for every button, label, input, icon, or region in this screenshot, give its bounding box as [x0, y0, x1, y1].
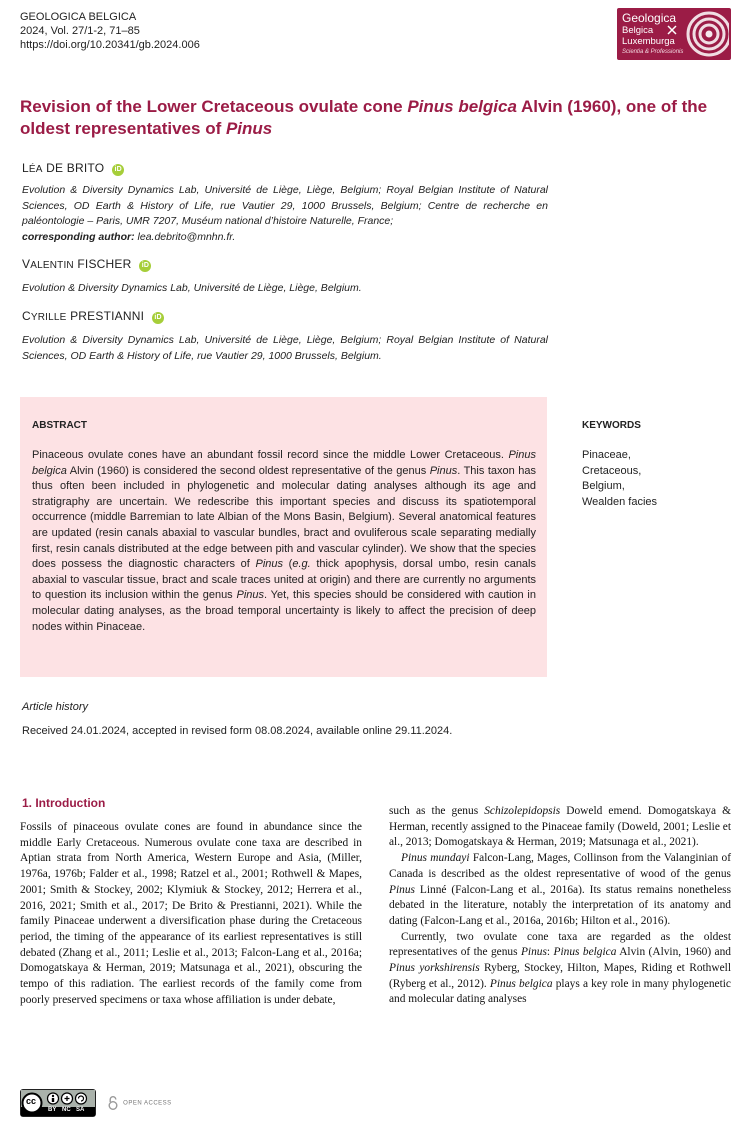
abstract-sentence: . This taxon has thus often been included in phylogenetic and molecular dating analyses although its age and stratigraphy are uncertain. We redescribe this important species and discuss its spatiotemporal occurrence (middle Barremian to late Albian of the Mons Basin, Belgium). Several anatomical features are updated (resin canals abaxial to vascular bundles, bract and ovuliferous scale separating medially first, resin canals distributed at the edge between pith and vascular cylinder). We show that the species does possess the diagnostic characters of	[32, 464, 536, 571]
open-access-badge	[108, 1096, 172, 1110]
author-last-name: PRESTIANNI	[70, 309, 145, 323]
abstract-species: Pinus belgica	[32, 449, 536, 477]
keyword-item: Cretaceous,	[582, 464, 642, 477]
author-1	[22, 161, 124, 176]
logo-line-1: Geologica	[622, 11, 677, 25]
article-title	[20, 96, 732, 140]
taxon-name: Pinus	[389, 883, 415, 896]
author-first-rest: ALENTIN	[30, 260, 74, 271]
paragraph	[389, 930, 731, 1009]
open-access-label: OPEN ACCESS	[123, 1100, 172, 1107]
author-3-affiliation: Evolution & Diversity Dynamics Lab, Université de Liège, Liège, Belgium; Royal Belgian Institute of Natural Sciences, OD Earth & History of Life, rue Vautier 29, 1000 Brussels, Belgium.	[22, 334, 548, 362]
paragraph-text: Doweld emend. Domogatskaya & Herman, recently assigned to the Pinaceae family (Doweld, 2001; Leslie et al., 2013; Domogatskaya & Herman, 2019; Matsunaga et al., 2021).	[389, 805, 731, 849]
section-heading-introduction: 1. Introduction	[22, 796, 106, 810]
abstract-sentence: . Yet, this species should be considered with caution in molecular dating analyses, as the broad temporal uncertainty is likely to affect the precision of deep nodes within Pinaceae.	[32, 589, 536, 633]
keyword-item: Belgium,	[582, 480, 625, 493]
paragraph-text: Falcon-Lang, Mages, Collinson from the Valanginian of Canada is described as the oldest representative of wood of the genus	[389, 852, 731, 880]
affiliation-text: Evolution & Diversity Dynamics Lab, Université de Liège, Liège, Belgium; Royal Belgian Institute of Natural Sciences, OD Earth & History of Life, rue Vautier 29, 1000 Brussels, Belgium; Centre de recherche en paléontologie – Paris, UMR 7207, Muséum national d’histoire Naturelle, France;	[22, 184, 548, 227]
abstract-sentence: Pinaceous ovulate cones have an abundant fossil record since the middle Lower Cretaceous.	[32, 449, 509, 461]
paragraph	[389, 851, 731, 930]
cc-term: NC	[62, 1107, 71, 1113]
taxon-name: Pinus	[520, 946, 547, 959]
author-2	[22, 257, 151, 272]
corresponding-email[interactable]: lea.debrito@mnhn.fr.	[137, 230, 236, 243]
abstract-text	[32, 448, 536, 635]
taxon-name: Pinus belgica	[553, 946, 617, 959]
open-access-lock-icon	[108, 1096, 118, 1110]
journal-name: GEOLOGICA BELGICA	[20, 11, 137, 23]
paragraph	[389, 804, 731, 851]
author-first-initial: L	[22, 161, 29, 175]
paragraph-text: Ryberg, Stockey, Hilton, Mapes, Riding et Rothwell (Ryberg et al., 2012).	[389, 962, 731, 990]
abstract-heading: ABSTRACT	[32, 420, 87, 431]
keywords-list	[582, 448, 657, 511]
author-first-rest: ÉA	[28, 164, 43, 175]
author-2-affiliation: Evolution & Diversity Dynamics Lab, Université de Liège, Liège, Belgium.	[22, 282, 362, 294]
body-column-left	[20, 820, 362, 1008]
logo-line-4: Scientia & Professionis	[622, 49, 684, 55]
abstract-genus: Pinus	[236, 589, 265, 602]
author-3	[22, 309, 164, 324]
taxon-name: Pinus mundayi	[401, 852, 470, 865]
cc-label: cc	[26, 1096, 37, 1106]
keywords-heading: KEYWORDS	[582, 420, 641, 431]
author-last-name: FISCHER	[77, 257, 132, 271]
hammers-icon	[667, 25, 677, 35]
paragraph-text: :	[546, 946, 554, 959]
author-first-initial: C	[22, 309, 31, 323]
history-heading: Article history	[22, 701, 89, 713]
paragraph-text: Alvin (Alvin, 1960) and	[616, 946, 731, 959]
corresponding-label: corresponding author:	[22, 230, 135, 243]
abstract-sentence: Alvin (1960) is considered the second oldest representative of the genus	[66, 464, 430, 477]
logo-line-3: Luxemburga	[622, 36, 675, 47]
author-1-affiliation	[22, 183, 548, 245]
paragraph-text: such as the genus	[389, 805, 485, 817]
abstract-sentence: thick apophysis, dorsal umbo, resin canals abaxial to vascular tissue, bract and scale traces united at origin) and there are currently no arguments to question its inclusion within the genus	[32, 558, 536, 602]
paragraph-text: Currently, two ovulate cone taxa are regarded as the oldest representatives of the genus	[389, 930, 731, 959]
abstract-genus: Pinus	[255, 558, 284, 571]
history-text: Received 24.01.2024, accepted in revised form 08.08.2024, available online 29.11.2024.	[22, 725, 453, 737]
abstract-eg: e.g.	[292, 558, 311, 571]
orcid-icon[interactable]: iD	[112, 164, 124, 176]
title-text: Revision of the Lower Cretaceous ovulate cone	[20, 97, 408, 116]
body-column-right	[389, 804, 731, 1008]
taxon-name: Schizolepidopsis	[484, 805, 561, 817]
journal-header	[20, 10, 200, 52]
rings-icon	[681, 10, 729, 58]
author-last-name: DE BRITO	[46, 161, 105, 175]
keyword-item: Pinaceae,	[582, 449, 631, 461]
paragraph-text: plays a key role in many phylogenetic and molecular dating analyses	[389, 977, 731, 1006]
taxon-name: Pinus yorkshirensis	[389, 962, 480, 975]
cc-term: BY	[48, 1107, 57, 1113]
paragraph: Fossils of pinaceous ovulate cones are found in abundance since the middle Early Cretaceous. Numerous ovulate cone taxa are described in Aptian strata from North America, Western Europe and Asia, (Miller, 1976a, 1976b; Falder et al., 1998; Ratzel et al., 2001; Rothwell & Mapes, 2001; Smith & Stockey, 2002; Klymiuk & Stockey, 2012; Herrera et al., 2016, 2021; Smith et al., 2017; De Brito & Prestianni, 2021). While the family Pinaceae underwent a diversification phase during the Cretaceous period, the timing of the appearance of its earliest representatives is still debated (Zhang et al., 2011; Leslie et al., 2013; Falcon-Lang et al., 2016a; Domogatskaya & Herman, 2019; Matsunaga et al., 2021), obscuring the tempo of this radiation. The earliest records of the family come from poorly preserved specimens or taxa whose affiliation is under debate,	[20, 821, 362, 1006]
taxon-name: Pinus belgica	[489, 977, 553, 990]
abstract-genus: Pinus	[429, 464, 458, 477]
title-genus: Pinus	[225, 119, 273, 138]
author-first-rest: YRILLE	[30, 312, 67, 323]
journal-logo	[617, 8, 731, 60]
author-first-initial: V	[22, 257, 31, 271]
keyword-item: Wealden facies	[582, 496, 658, 509]
doi-link[interactable]: https://doi.org/10.20341/gb.2024.006	[20, 39, 200, 51]
paragraph-text: Linné (Falcon-Lang et al., 2016a). Its status remains nonetheless debated in the literature, notably the interpretation of its anatomy and dating (Falcon-Lang et al., 2016a, 2016b; Hilton et al., 2016).	[389, 883, 731, 927]
logo-line-2: Belgica	[622, 25, 654, 36]
title-species: Pinus belgica	[407, 97, 517, 116]
title-text: Alvin (1960), one of the oldest representatives of	[20, 97, 708, 138]
orcid-icon[interactable]: iD	[139, 260, 151, 272]
journal-volume: 2024, Vol. 27/1-2, 71–85	[20, 25, 140, 37]
cc-license-badge[interactable]	[20, 1089, 96, 1117]
orcid-icon[interactable]: iD	[152, 312, 164, 324]
abstract-sentence: (	[283, 558, 293, 571]
cc-term: SA	[76, 1107, 85, 1113]
